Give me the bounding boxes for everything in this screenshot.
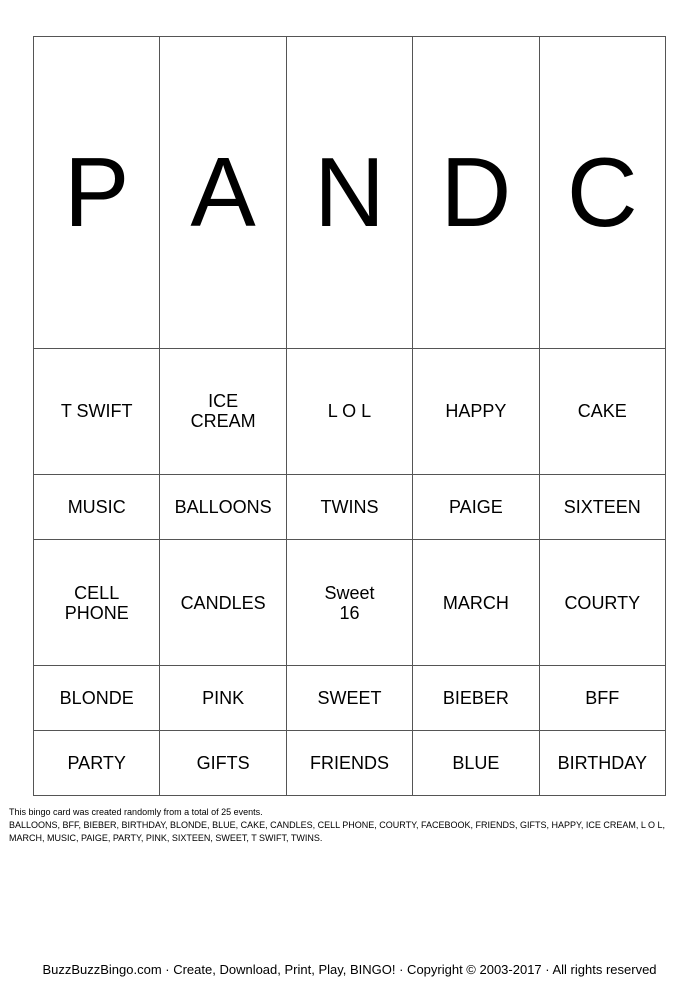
card-info (9, 806, 685, 845)
footer-copyright: BuzzBuzzBingo.com · Create, Download, Print, Play, BINGO! · Copyright © 2003-2017 · All rights reserved (42, 962, 657, 977)
bingo-header-row (34, 37, 666, 349)
card-info-intro: This bingo card was created randomly from a total of 25 events. (9, 807, 263, 817)
bingo-cell: BIEBER (413, 666, 539, 731)
bingo-cell: MUSIC (34, 475, 160, 540)
header-letter: P (34, 37, 160, 349)
bingo-row (34, 539, 666, 666)
bingo-cell: TWINS (286, 475, 412, 540)
card-info-events: BALLOONS, BFF, BIEBER, BIRTHDAY, BLONDE, BLUE, CAKE, CANDLES, CELL PHONE, COURTY, FACEBOOK, FRIENDS, GIFTS, HAPPY, ICE CREAM, L O L, MARCH, MUSIC, PAIGE, PARTY, PINK, SIXTEEN, SWEET, T SWIFT, TWINS. (9, 820, 666, 843)
header-letter: N (286, 37, 412, 349)
bingo-cell: PAIGE (413, 475, 539, 540)
header-letter: C (539, 37, 665, 349)
bingo-cell: L O L (286, 348, 412, 475)
bingo-row (34, 731, 666, 796)
header-letter: D (413, 37, 539, 349)
bingo-cell: CANDLES (160, 539, 286, 666)
bingo-cell: T SWIFT (34, 348, 160, 475)
bingo-cell: HAPPY (413, 348, 539, 475)
bingo-cell: SWEET (286, 666, 412, 731)
header-letter: A (160, 37, 286, 349)
bingo-cell: BLUE (413, 731, 539, 796)
bingo-cell: PINK (160, 666, 286, 731)
bingo-cell: CELL PHONE (34, 539, 160, 666)
bingo-cell: COURTY (539, 539, 665, 666)
bingo-row (34, 475, 666, 540)
bingo-cell: Sweet 16 (286, 539, 412, 666)
bingo-row (34, 666, 666, 731)
bingo-cell: SIXTEEN (539, 475, 665, 540)
bingo-cell: FRIENDS (286, 731, 412, 796)
bingo-cell: BALLOONS (160, 475, 286, 540)
bingo-cell: ICE CREAM (160, 348, 286, 475)
bingo-cell: GIFTS (160, 731, 286, 796)
bingo-cell: BFF (539, 666, 665, 731)
bingo-cell: CAKE (539, 348, 665, 475)
bingo-card (33, 36, 666, 796)
bingo-cell: MARCH (413, 539, 539, 666)
bingo-cell: PARTY (34, 731, 160, 796)
bingo-row (34, 348, 666, 475)
bingo-cell: BLONDE (34, 666, 160, 731)
bingo-cell: BIRTHDAY (539, 731, 665, 796)
